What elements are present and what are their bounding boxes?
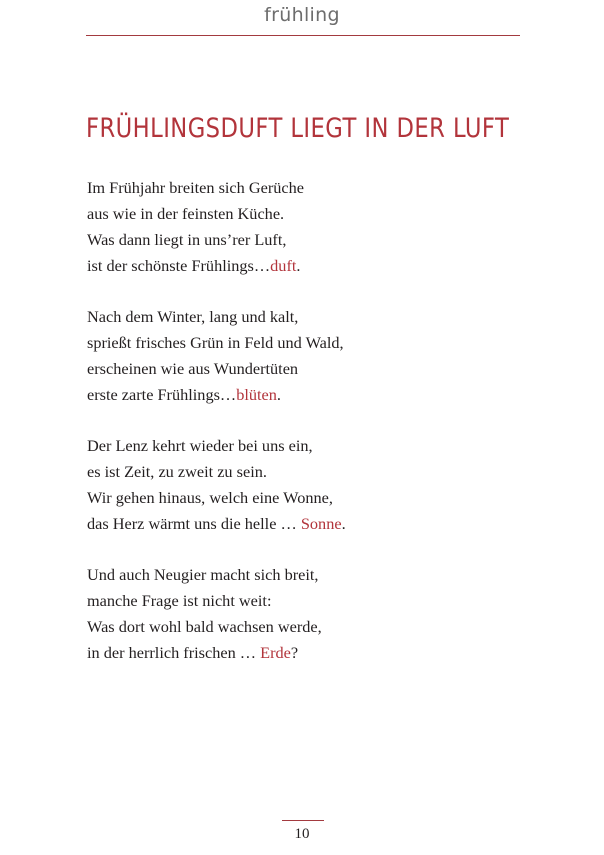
line-end: ?: [290, 643, 299, 662]
line-text: sprießt frisches Grün in Feld und Wald,: [87, 333, 344, 352]
line-text: erste zarte Frühlings…: [87, 385, 237, 404]
line-text: Was dann liegt in uns’rer Luft,: [87, 230, 287, 249]
poem-line: [87, 562, 527, 588]
rhyme-word: Erde: [260, 643, 291, 662]
poem-line: [87, 201, 527, 227]
poem-line: [87, 588, 527, 614]
poem-line: [87, 433, 527, 459]
line-text: Im Frühjahr breiten sich Gerüche: [87, 178, 305, 197]
line-text: das Herz wärmt uns die helle …: [87, 514, 301, 533]
line-text: ist der schönste Frühlings…: [87, 256, 271, 275]
poem-line: [87, 330, 527, 356]
line-text: es ist Zeit, zu zweit zu sein.: [87, 462, 267, 481]
stanza: [87, 433, 527, 537]
rhyme-word: blüten: [236, 385, 277, 404]
poem-line: [87, 640, 527, 666]
line-text: Und auch Neugier macht sich breit,: [87, 565, 319, 584]
line-text: manche Frage ist nicht weit:: [87, 591, 272, 610]
poem-title: FRÜHLINGSDUFT LIEGT IN DER LUFT: [86, 113, 510, 144]
poem-line: [87, 511, 527, 537]
poem-body: [87, 175, 527, 691]
poem-line: [87, 253, 527, 279]
stanza: [87, 562, 527, 666]
poem-line: [87, 459, 527, 485]
rhyme-word: duft: [270, 256, 297, 275]
footer-rule: [282, 820, 324, 821]
poem-line: [87, 304, 527, 330]
poem-line: [87, 382, 527, 408]
poem-line: [87, 227, 527, 253]
poem-line: [87, 175, 527, 201]
rhyme-word: Sonne: [300, 514, 342, 533]
line-text: aus wie in der feinsten Küche.: [87, 204, 285, 223]
line-text: erscheinen wie aus Wundertüten: [87, 359, 299, 378]
line-end: .: [341, 514, 346, 533]
poem-line: [87, 485, 527, 511]
line-text: Der Lenz kehrt wieder bei uns ein,: [87, 436, 313, 455]
line-end: .: [276, 385, 281, 404]
page-number: 10: [294, 826, 310, 842]
header-rule: [86, 35, 520, 36]
line-text: in der herrlich frischen …: [87, 643, 261, 662]
line-text: Wir gehen hinaus, welch eine Wonne,: [87, 488, 333, 507]
line-text: Was dort wohl bald wachsen werde,: [87, 617, 322, 636]
line-end: .: [296, 256, 301, 275]
line-text: Nach dem Winter, lang und kalt,: [87, 307, 299, 326]
stanza: [87, 175, 527, 279]
stanza: [87, 304, 527, 408]
poem-line: [87, 614, 527, 640]
running-head: frühling: [264, 4, 340, 26]
poem-line: [87, 356, 527, 382]
